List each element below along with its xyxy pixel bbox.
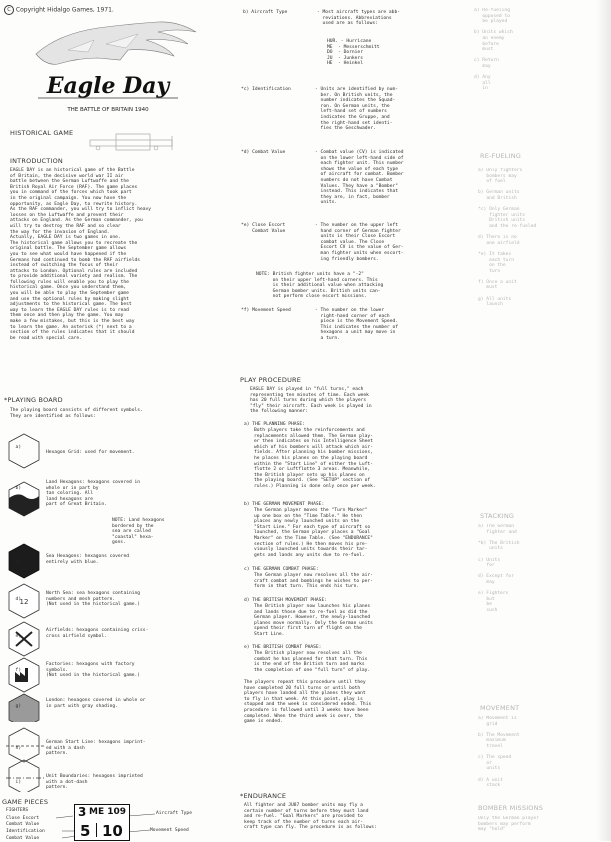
german-movement-title: b) THE GERMAN MOVEMENT PHASE: — [244, 502, 325, 507]
stacking-heading: STACKING — [480, 512, 515, 520]
playing-board-note: NOTE: Land hexagons bordered by the sea are called "coastal" hexa- gons. — [112, 518, 165, 546]
german-combat-title: c) THE GERMAN COMBAT PHASE: — [244, 567, 319, 572]
identification-label: Identification — [6, 829, 45, 834]
movement-speed-label-f: *f) Movement Speed — [241, 308, 291, 313]
game-pieces-heading: GAME PIECES — [2, 798, 49, 806]
british-movement-title: d) THE BRITISH MOVEMENT PHASE: — [244, 598, 327, 603]
planning-phase-text: Both players take the reinforcements and replacements allowed them. The German play- er then indicates on his Intelligence Sheet which of his bombers will attack which air- fields. After planning his bomber missions, he places his planes on the playing board within the "Start Line" of either the Luft- flotte 2 or Luftflotte 3 areas. Meanwhile, the British player sets up his planes on the playing board. (See "SETUP" section of rules.) Planning is done only once per week. — [254, 428, 376, 489]
british-combat-title: e) THE BRITISH COMBAT PHASE: — [244, 645, 322, 650]
counter-divider — [96, 823, 97, 837]
aircraft-type-label: Aircraft Type — [156, 811, 192, 816]
copyright-line: C Copyright Hidalgo Games, 1971. — [4, 5, 114, 15]
counter-close-escort: 3 — [78, 805, 87, 819]
movement-heading: MOVEMENT — [480, 704, 520, 712]
svg-text:12: 12 — [19, 598, 29, 606]
identification-label-c: *c) Identification — [241, 87, 291, 92]
close-escort-label-e: *e) Close Escort Combat Value — [241, 223, 286, 234]
combat-value-label-d: *d) Combat Value — [241, 150, 286, 155]
refueling-heading: RE-FUELING — [480, 152, 522, 160]
introduction-heading: INTRODUCTION — [10, 157, 63, 165]
planning-phase-title: a) THE PLANNING PHASE: — [244, 422, 305, 427]
endurance-heading: *ENDURANCE — [240, 792, 287, 800]
play-procedure-intro: EAGLE DAY is played in "full turns," each representing ten minutes of time. Each week has 20 full turns during which the players "fly" their aircraft. Each week is played in the following manner: — [250, 387, 372, 415]
movement-text: a) Movement is grid b) The Movement maximum travel c) The speed or units d) A unit stack — [478, 716, 520, 789]
playing-board-intro: The playing board consists of different symbols. They are identified as follows: — [10, 408, 143, 419]
counter-aircraft-type: ME 109 — [89, 807, 127, 817]
bomber-missions-heading: BOMBER MISSIONS — [478, 804, 544, 812]
plane-silhouette-icon — [86, 132, 186, 154]
combat-value-label: Combat Value — [6, 836, 40, 841]
british-movement-text: The British player now launches his planes and lands those due to re-fuel as did the German player. However, the newly-launched planes move normally. Only the German units spend their first turn of flight on the Start Line. — [254, 604, 373, 637]
movement-speed-label: Movement Speed — [150, 828, 189, 833]
german-movement-text: The German player moves the "Turn Marker" up one box on the "Time Table." He then places any newly launched units on the "Start Line." For each type of aircraft so launched, the German player places a "Goal Marker" on the Time Table. (See "ENDURANCE" section of rules.) He then moves his pre- viously launched units towards their tar- gets and lands any units due to re-fuel. — [254, 508, 373, 558]
right-edge-shadow — [596, 0, 611, 841]
historical-game-heading: HISTORICAL GAME — [10, 129, 74, 137]
copyright-symbol: C — [4, 5, 14, 15]
playing-board-item-g: g) London: hexagons covered in whole or in part with gray shading. — [15, 698, 146, 709]
german-combat-text: The German player now resolves all the air- craft combat and bombings he wishes to per- form in that turn. This ends his turn. — [254, 573, 373, 590]
playing-board-item-i: i) Unit Boundaries: hexagons imprinted with a dot-dash pattern. — [15, 774, 143, 791]
playing-board-item-b: b) Land Hexagons: hexagons covered in whole or in part by tan coloring. All land hexagons are part of Great Britain. — [15, 480, 141, 508]
identification-text: - Units are identified by num- ber. On British units, the number indicates the Squad- ron. On German units, the left-hand set of numbers indicates the Gruppe, and the right-hand set identi- fies the Geschwader. — [315, 87, 398, 132]
playing-board-item-h: h) German Start Line: hexagons imprint- ed with a dash pattern. — [15, 740, 146, 757]
playing-board-item-e: e) Airfields: hexagons containing criss- cross airfield symbol. — [15, 628, 149, 639]
refueling-text: a) Only fighters bombers may of fuel b) German units and British *c) Only German fighter units British units and the re-fueled d) There is no one airfield *e) It takes each turn on the turn f) Once a unit must g) All units launch — [478, 168, 537, 308]
endurance-text: All fighter and JU87 bomber units may fly a certain number of turns before they must land and re-fuel. "Goal Markers" are provided to keep track of the number of turns each air- craft type can fly. The procedure is as follows: — [244, 803, 377, 831]
fighters-subheading: FIGHTERS — [6, 808, 29, 813]
aircraft-type-text: - Most aircraft types are abb- reviations. Abbreviations used are as follows: — [317, 10, 400, 27]
combat-value-text: - Combat value (CV) is indicated on the lower left-hand side of each fighter unit. This number shows the value of each type of aircraft for combat. Bomber numbers do not have Combat Values. They have a "Bomber" instead. This indicates that they are, in fact, bomber units. — [315, 150, 404, 206]
aircraft-type-label-b: b) Aircraft Type — [243, 10, 288, 15]
playing-board-heading: *PLAYING BOARD — [4, 396, 63, 404]
introduction-text: EAGLE DAY is an historical game of the Battle of Britain, the decisive world war II air battle between the German Luftwaffe and the British Royal Air Force (RAF). The game places you in command of the forces which took part in the original campaign. You now have the opportunity, as Eagle Day, to rewrite history. As the RAF commander, you will try to inflict heavy losses on the Luftwaffe and prevent their attacks on England. As the German commander, you will try to destroy the RAF and so clear the way for the invasion of England. Actually, EAGLE DAY is two games in one. The historical game allows you to recreate the original battle. The September game allows you to see what would have happened if the Germans had continued to bomb the RAF airfields instead of switching the focus of their attacks to London. Optional rules are included to provide additional variety and realism. The following rules will enable you to play the historical game. Once you understand them, you will be able to play the September game and use the optional rules by making slight adjustments to the historical game. The best way to learn the EAGLE DAY rules is to read them once and then play the game. You may make a few mistakes, but this is the best way to learn the game. An asterisk (*) next to a section of the rules indicates that it should be read with special care. — [10, 168, 152, 341]
eagle-day-title: Eagle Day — [46, 73, 170, 99]
movement-speed-text: - The number on the lower right-hand corner of each piece is the Movement Speed. This indicates the number of hexagons a unit may move in a turn. — [315, 308, 398, 341]
bomber-missions-text: Only the German player bombers may perform may "hold" — [478, 816, 539, 833]
column3-top-text: a) Re-fueling opposed to be played b) Units which an enemy before must c) Return may d) Any all in — [474, 8, 513, 92]
british-fighter-note: NOTE: British fighter units have a "-2" on their upper left-hand corners. This is their additional value when attacking German bomber units. British units can- not perform close escort missions. — [256, 272, 384, 300]
close-escort-text: - The number on the upper left hand corner of German fighter units is their Close Escort combat value. The Close Escort CV is the value of Ger- man fighter units when escort- ing friendly bombers. — [315, 223, 404, 262]
fighter-counter — [74, 804, 130, 841]
eagle-logo — [28, 14, 208, 119]
playing-board-item-c: c) Sea Hexagons: hexagons covered entirely with blue. — [15, 554, 129, 565]
counter-identification: 5 — [80, 822, 91, 840]
play-procedure-outro: The players repeat this procedure until they have completed 20 full turns or until both players have landed all the planes they want to fly in that week. At this point, play is stopped and the week is considered ended. This procedure is followed until 3 weeks have been completed. When the third week is over, the game is ended. — [244, 680, 372, 725]
subtitle: THE BATTLE OF BRITAIN 1940 — [67, 107, 149, 113]
play-procedure-heading: PLAY PROCEDURE — [240, 376, 302, 384]
stacking-text: a) The German fighter and *b) The British units c) Units for d) Except for may e) Fighters but be such — [478, 524, 520, 613]
aircraft-abbreviations: HUR. - Hurricane ME - Messerschmitt DO - Dornier JU - Junkers HE - Heinkel — [327, 39, 380, 67]
british-combat-text: The British player now resolves all the combat he has planned for that turn. This is the end of the British turn and marks the completion of one "full turn" of play. — [254, 651, 371, 673]
counter-movement-speed: 10 — [102, 822, 123, 840]
playing-board-item-d: d) North Sea: sea hexagons containing numbers and mesh pattern. (Not used in the historical game.) — [15, 591, 141, 608]
playing-board-item-a: a) Hexagon Grid: used for movement. — [15, 444, 135, 456]
playing-board-item-f: f) Factories: hexagons with factory symbols. (Not used in the historical game.) — [15, 662, 141, 679]
close-escort-label: Close Escort Combat Value — [6, 816, 40, 827]
